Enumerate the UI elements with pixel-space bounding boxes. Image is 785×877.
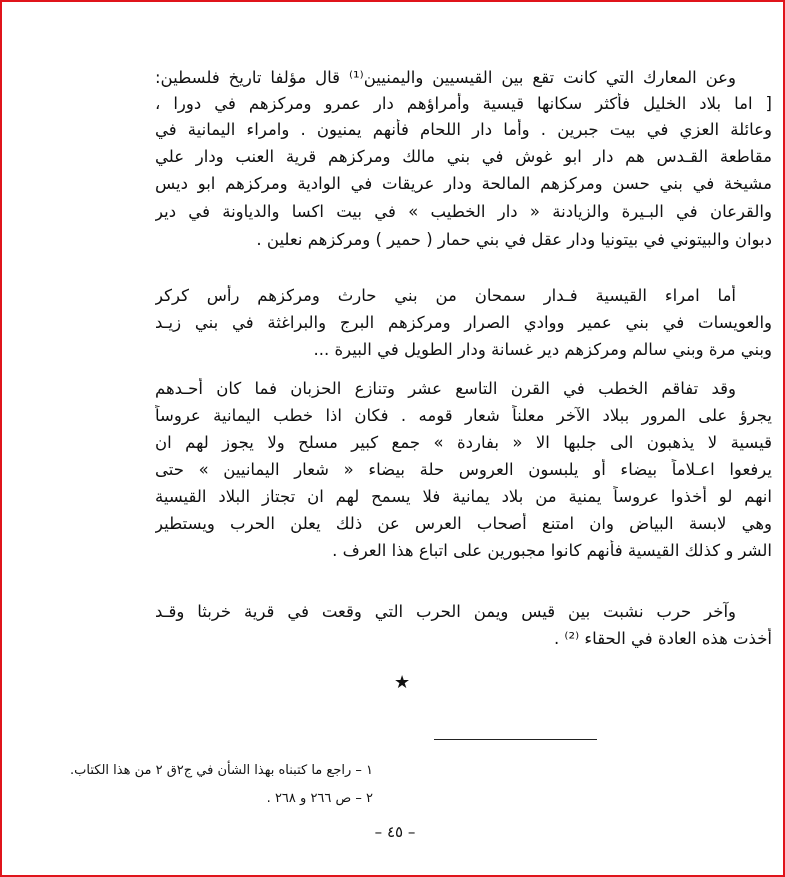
text-line: والقرعان في البـيرة والزيادنة « دار الخطيب » في بيت اكسا والدياونة في دير bbox=[155, 202, 772, 221]
text-line: [ اما بلاد الخليل فأكثر سكانها قيسية وأمراؤهم دار عمرو ومركزهم في دورا ، bbox=[155, 94, 772, 113]
text-line: قيسية لا يذهبون الى جلبها الا « بفاردة » جمع كبير مسلح ولا يجوز لهم ان bbox=[155, 433, 772, 452]
text-line: يرفعوا اعـلاماً بيضاء أو يلبسون العروس حلة بيضاء « شعار اليمانيين » حتى bbox=[155, 460, 772, 479]
text-line: أخذت هذه العادة في الحقاء ⁽²⁾ . bbox=[553, 629, 772, 648]
text-line: الشر و كذلك القيسية فأنهم كانوا مجبورين على اتباع هذا العرف . bbox=[332, 541, 772, 560]
text-line: وهي لابسة البياض وان امتنع أصحاب العرس عن ذلك يعلن الحرب ويستطير bbox=[155, 514, 772, 533]
footnote-rule bbox=[434, 739, 597, 740]
text-line: يجرؤ على المرور ببلاد الآخر معلناً شعار قومه . فكان اذا خطب اليمانية عروساً bbox=[155, 406, 772, 425]
text-line: أما امراء القيسية فـدار سمحان من بني حارث ومركزهم رأس كركر bbox=[155, 286, 736, 305]
text-line: انهم لو أخذوا عروساً يمنية من بلاد يمانية فلا يسمح لهم ان تجتاز البلاد القيسية bbox=[155, 487, 772, 506]
star-separator-icon: ★ bbox=[394, 672, 411, 693]
text-line: وآخر حرب نشبت بين قيس ويمن الحرب التي وقعت في قرية خربثا وقـد bbox=[155, 602, 736, 621]
footnote-1: ١ – راجع ما كتبناه بهذا الشأن في ج٢ق ٢ من هذا الكتاب. bbox=[70, 763, 373, 778]
page-number: – ٤٥ – bbox=[374, 823, 416, 841]
text-line: دبوان والبيتوني في بيتونيا ودار عقل في بني حمار ( حمير ) ومركزهم نعلين . bbox=[256, 230, 772, 249]
text-line: والعويسات في بني عمير ووادي الصرار ومركزهم البرج والبراغثة في بني زيـد bbox=[155, 313, 772, 332]
footnote-2: ٢ – ص ٢٦٦ و ٢٦٨ . bbox=[266, 791, 373, 806]
text-line: وعائلة العزي في بيت جبرين . وأما دار اللحام فأنهم يمنيون . وامراء اليمانية في bbox=[155, 120, 772, 139]
text-line: مقاطعة القـدس هم دار ابو غوش في بني مالك ومركزهم قرية العنب ودار علي bbox=[155, 147, 772, 166]
text-line: مشيخة في بني حسن ومركزهم المالحة ودار عريقات في الوادية ومركزهم ابو ديس bbox=[155, 174, 772, 193]
text-line: وبني مرة وبني سالم ومركزهم دير غسانة ودار الطويل في البيرة ... bbox=[313, 340, 772, 359]
text-line: وعن المعارك التي كانت تقع بين القيسيين واليمنيين⁽¹⁾ قال مؤلفا تاريخ فلسطين: bbox=[155, 68, 736, 87]
text-line: وقد تفاقم الخطب في القرن التاسع عشر وتنازع الحزبان فما كان أحـدهم bbox=[155, 379, 736, 398]
